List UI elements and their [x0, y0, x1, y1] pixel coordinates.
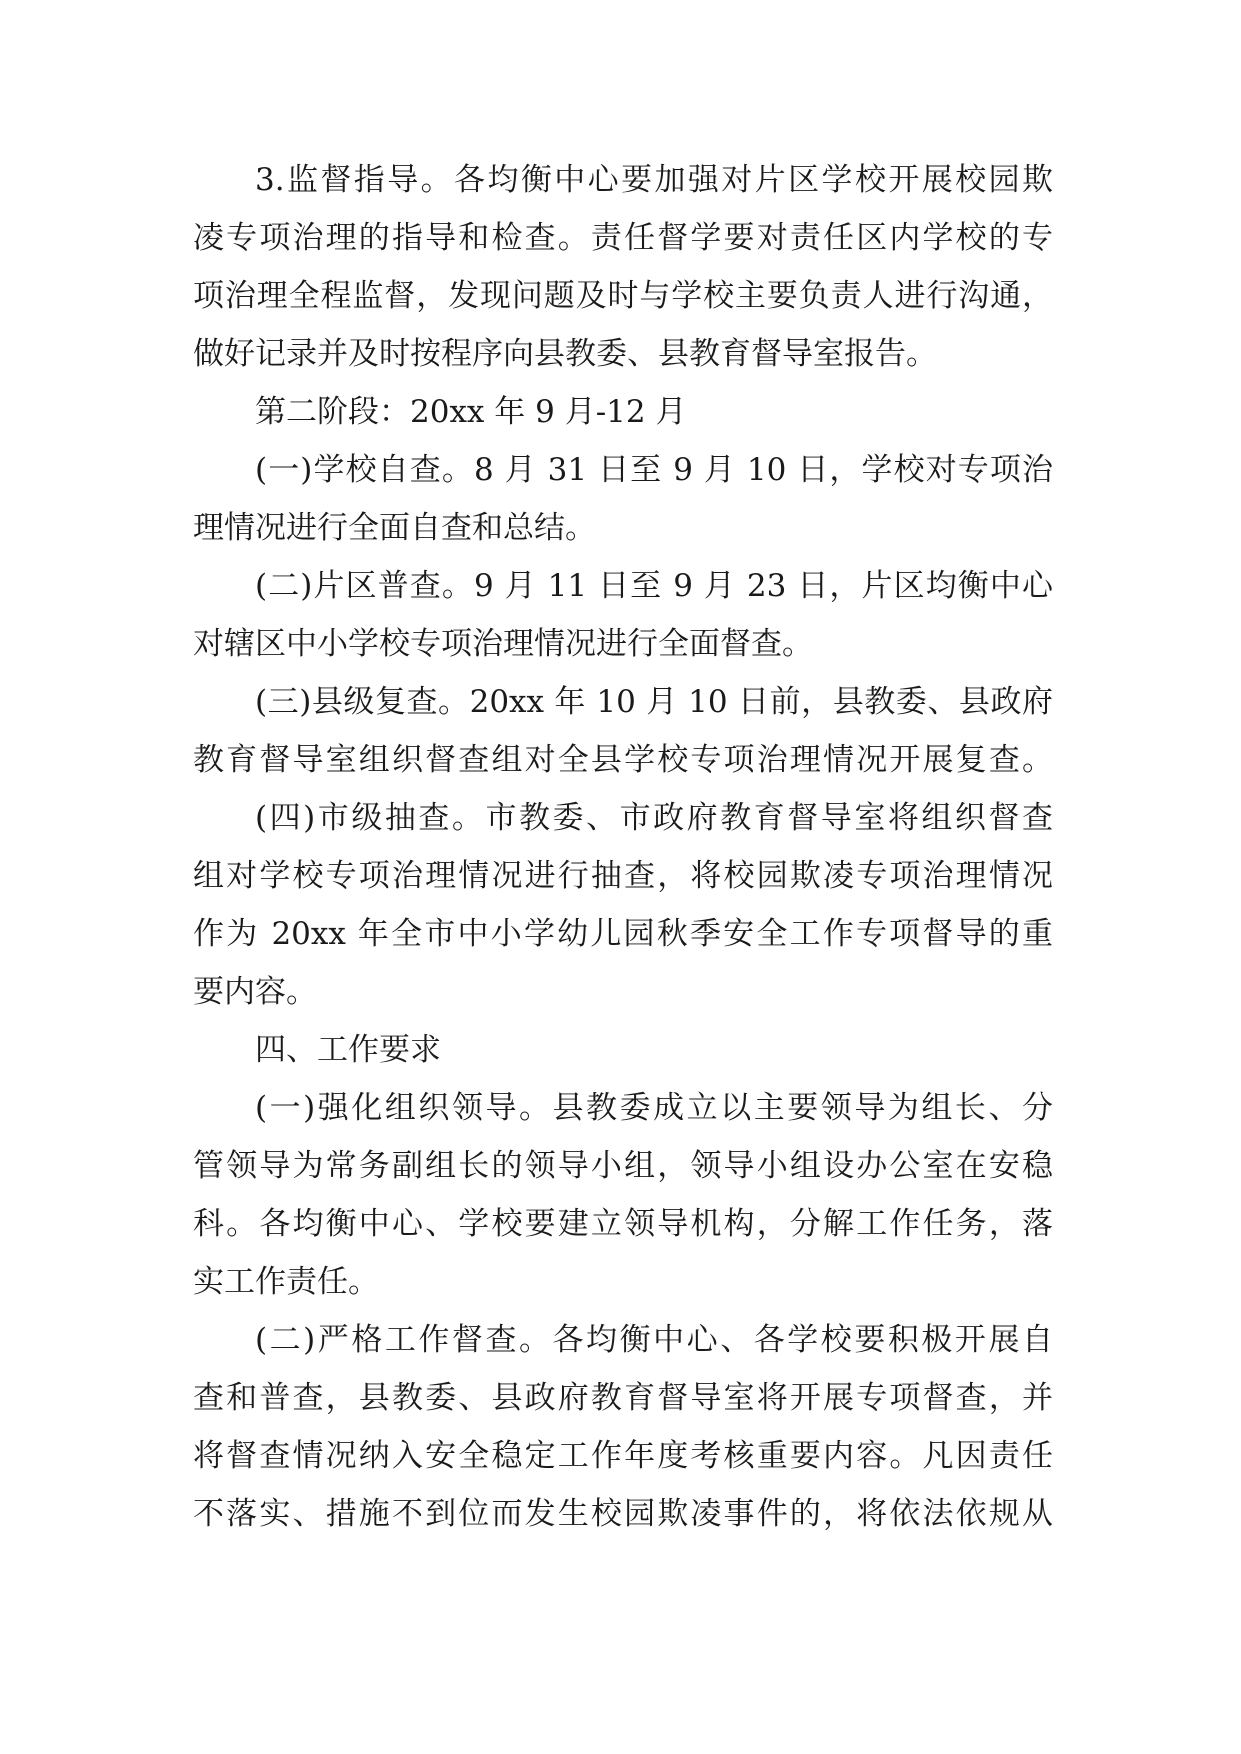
- paragraph-line: 理情况进行全面自查和总结。: [193, 510, 596, 546]
- paragraph-line: 管领导为常务副组长的领导小组，领导小组设办公室在安稳: [193, 1148, 1053, 1184]
- paragraph-line: (二)片区普查。9 月 11 日至 9 月 23 日，片区均衡中心: [255, 568, 1053, 604]
- paragraph-line: (二)严格工作督查。各均衡中心、各学校要积极开展自: [255, 1322, 1053, 1358]
- paragraph-line: 凌专项治理的指导和检查。责任督学要对责任区内学校的专: [193, 220, 1053, 256]
- paragraph-line: 不落实、措施不到位而发生校园欺凌事件的，将依法依规从: [193, 1496, 1053, 1532]
- paragraph-line: 做好记录并及时按程序向县教委、县教育督导室报告。: [193, 336, 937, 372]
- paragraph-line: (一)学校自查。8 月 31 日至 9 月 10 日，学校对专项治: [255, 452, 1053, 488]
- paragraph-line: 对辖区中小学校专项治理情况进行全面督查。: [193, 626, 813, 662]
- paragraph-line: 3.监督指导。各均衡中心要加强对片区学校开展校园欺: [255, 162, 1053, 198]
- paragraph-line: 组对学校专项治理情况进行抽查，将校园欺凌专项治理情况: [193, 858, 1053, 894]
- paragraph-line: 项治理全程监督，发现问题及时与学校主要负责人进行沟通，: [193, 278, 1053, 314]
- paragraph-line: 科。各均衡中心、学校要建立领导机构，分解工作任务，落: [193, 1206, 1053, 1242]
- section-heading: 第二阶段：20xx 年 9 月-12 月: [255, 394, 687, 430]
- section-heading: 四、工作要求: [255, 1032, 441, 1068]
- paragraph-line: 实工作责任。: [193, 1264, 379, 1300]
- paragraph-line: 要内容。: [193, 974, 317, 1010]
- paragraph-line: (一)强化组织领导。县教委成立以主要领导为组长、分: [255, 1090, 1053, 1126]
- paragraph-line: (四)市级抽查。市教委、市政府教育督导室将组织督查: [255, 800, 1053, 836]
- paragraph-line: 作为 20xx 年全市中小学幼儿园秋季安全工作专项督导的重: [193, 916, 1053, 952]
- paragraph-line: 教育督导室组织督查组对全县学校专项治理情况开展复查。: [193, 742, 1053, 778]
- paragraph-line: (三)县级复查。20xx 年 10 月 10 日前，县教委、县政府: [255, 684, 1053, 720]
- paragraph-line: 将督查情况纳入安全稳定工作年度考核重要内容。凡因责任: [193, 1438, 1053, 1474]
- paragraph-line: 查和普查，县教委、县政府教育督导室将开展专项督查，并: [193, 1380, 1053, 1416]
